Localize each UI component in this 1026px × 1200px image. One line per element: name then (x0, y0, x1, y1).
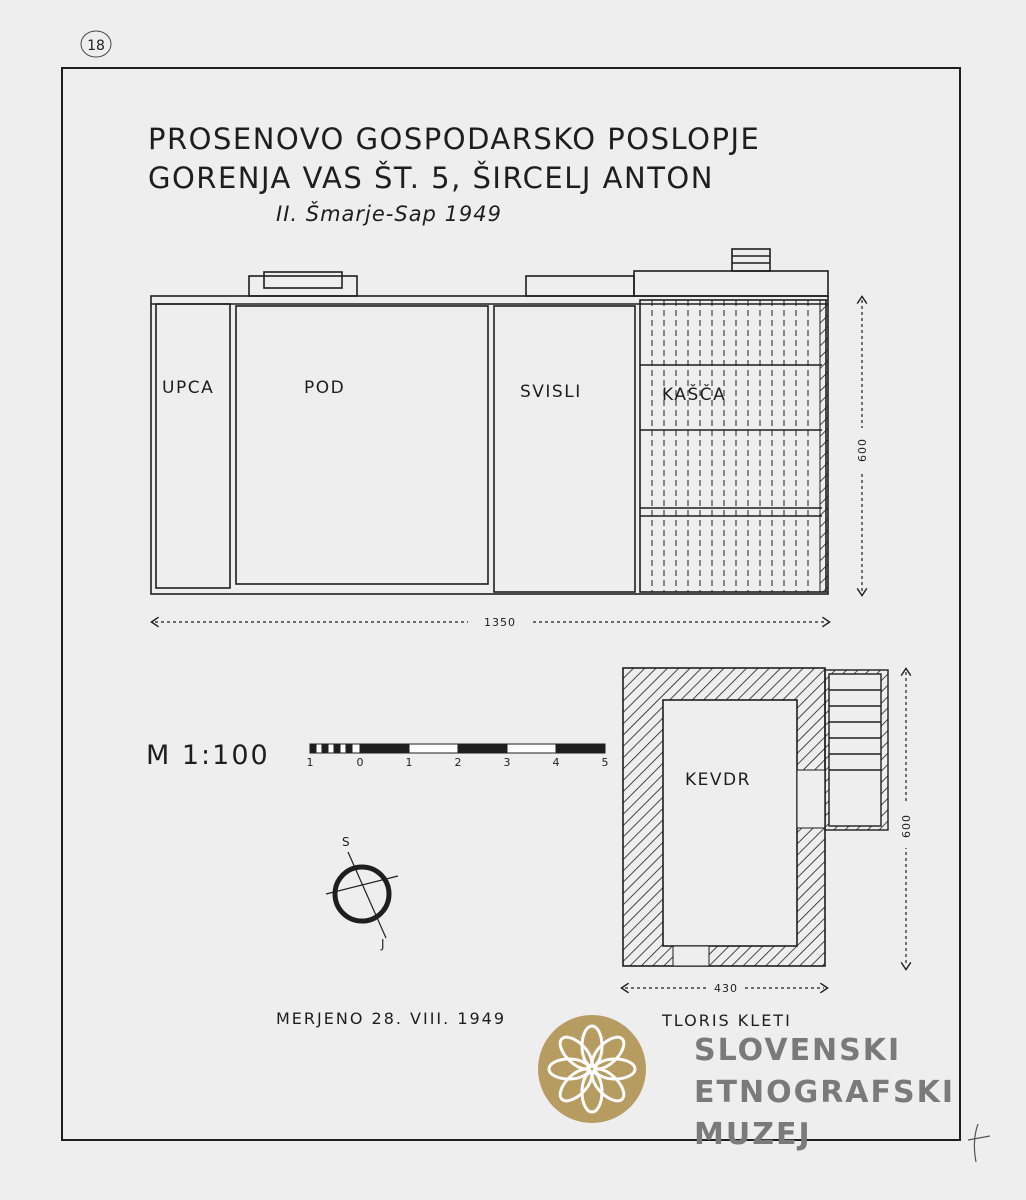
cellar-side-opening (797, 770, 825, 828)
kasca-boards (652, 300, 808, 592)
scale-tick-label: 1 (405, 756, 413, 769)
plan-projection-2 (526, 276, 634, 296)
museum-name-line-2: ETNOGRAFSKI (694, 1075, 956, 1110)
scale-tick-label: 5 (601, 756, 609, 769)
cellar-caption: TLORIS KLETI (662, 1011, 792, 1030)
scale-tick-label: 1 (306, 756, 314, 769)
plan-outline (151, 296, 828, 594)
kasca-wall-hatch (820, 300, 828, 592)
compass-south-label: J (381, 937, 385, 951)
room-pod (236, 306, 488, 584)
scale-tick-label: 2 (454, 756, 462, 769)
plan-depth-label: 600 (856, 438, 869, 462)
museum-name-line-3: MUZEJ (694, 1117, 812, 1152)
room-label-upca: UPCA (162, 378, 215, 398)
signature-mark (968, 1124, 990, 1162)
cellar-depth-label: 600 (900, 814, 913, 838)
title-line-1: PROSENOVO GOSPODARSKO POSLOPJE (148, 122, 761, 156)
scale-tick-label: 3 (503, 756, 511, 769)
room-label-svisli: SVISLI (520, 382, 582, 402)
cellar-door (673, 946, 709, 966)
measured-date: MERJENO 28. VIII. 1949 (276, 1009, 507, 1028)
scale-bar (310, 744, 605, 753)
cellar-room-label: KEVDR (685, 770, 751, 790)
room-svisli (494, 306, 635, 592)
room-upca (156, 304, 230, 588)
museum-name-line-1: SLOVENSKI (694, 1033, 902, 1068)
room-label-kasca: KAŠČA (662, 385, 727, 405)
scale-label: M 1:100 (146, 740, 270, 771)
page-border (62, 68, 960, 1140)
plan-projection-1 (249, 276, 357, 296)
room-label-pod: POD (304, 378, 346, 398)
plan-stair-top (732, 249, 770, 271)
plan-projection-1-inner (264, 272, 342, 288)
museum-logo-icon (538, 1015, 646, 1123)
floor-plan (151, 249, 828, 594)
cellar-room (663, 700, 797, 946)
room-kasca (640, 300, 826, 592)
title-line-2: GORENJA VAS ŠT. 5, ŠIRCELJ ANTON (148, 161, 714, 195)
compass-icon (326, 852, 398, 938)
scale-tick-label: 0 (356, 756, 364, 769)
subtitle: II. Šmarje-Sap 1949 (276, 202, 503, 226)
cellar-width-label: 430 (714, 982, 738, 995)
plan-width-label: 1350 (484, 616, 516, 629)
cellar-stairs (825, 670, 888, 830)
compass-north-label: S (342, 835, 350, 849)
sheet-number: 18 (87, 38, 105, 54)
plan-projection-3 (634, 271, 828, 296)
scale-tick-label: 4 (552, 756, 560, 769)
cellar-plan (623, 668, 888, 966)
